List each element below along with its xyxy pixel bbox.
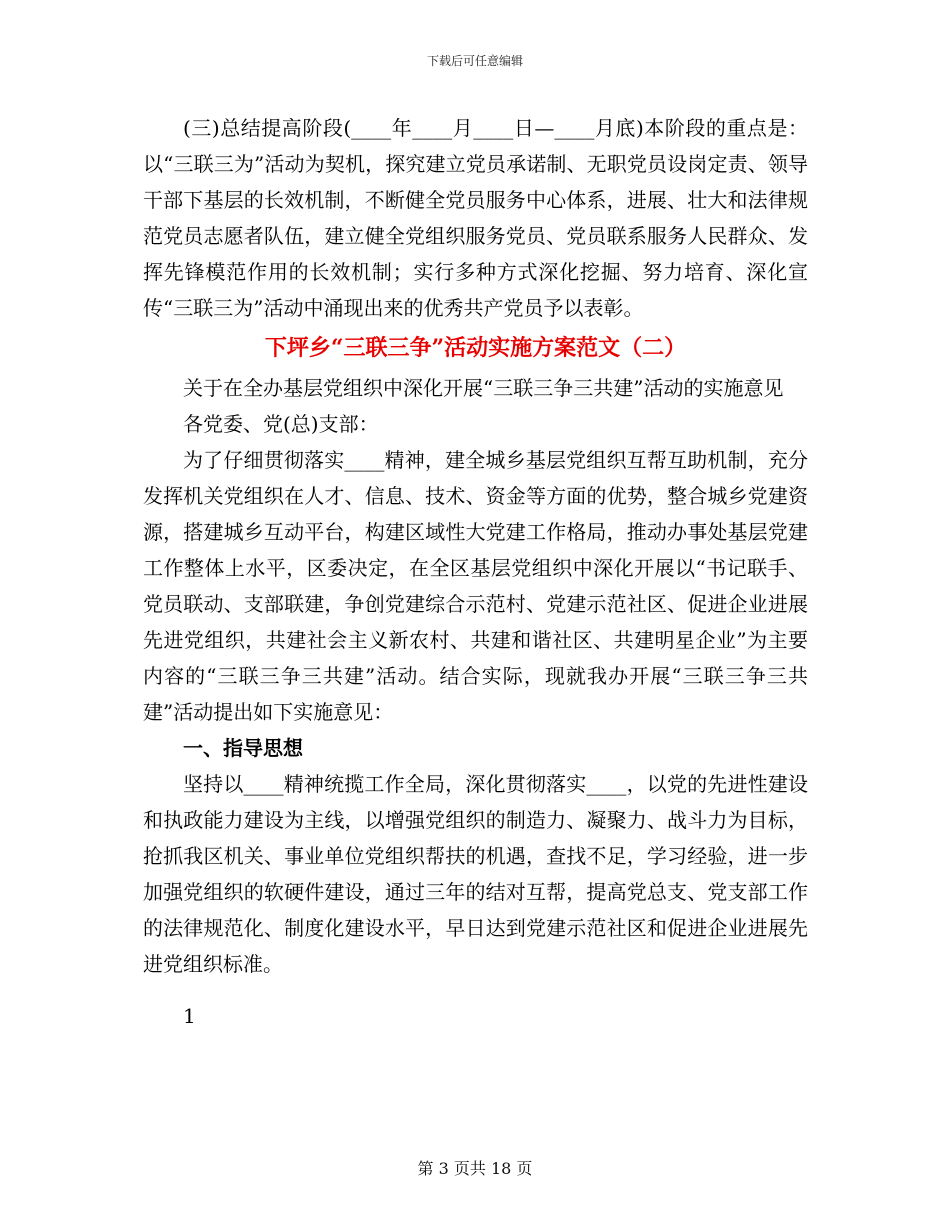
paragraph-opinion-subject: 关于在全办基层党组织中深化开展“三联三争三共建”活动的实施意见 bbox=[183, 376, 784, 400]
document-body bbox=[143, 110, 808, 1034]
paragraph-summary-stage: (三)总结提高阶段(____年____月____日—____月底)本阶段的重点是：以“三联三为”活动为契机，探究建立党员承诺制、无职党员设岗定责、领导干部下基层的长效机制，不断健全党员服务中心体系，进展、壮大和法律规范党员志愿者队伍，建立健全党组织服务党员、党员联系服务人民群众、发挥先锋模范作用的长效机制；实行多种方式深化挖掘、努力培育、深化宣传“三联三为”活动中涌现出来的优秀共产党员予以表彰。 bbox=[143, 116, 808, 320]
page-number-mark: 1 bbox=[183, 1004, 196, 1028]
document-title: 下坪乡“三联三争”活动实施方案范文（二） bbox=[264, 335, 687, 361]
paragraph-introduction: 为了仔细贯彻落实____精神，建全城乡基层党组织互帮互助机制，充分发挥机关党组织在人才、信息、技术、资金等方面的优势，整合城乡党建资源，搭建城乡互动平台，构建区域性大党建工作格局，推动办事处基层党建工作整体上水平，区委决定，在全区基层党组织中深化开展以“书记联手、党员联动、支部联建，争创党建综合示范村、党建示范社区、促进企业进展先进党组织，共建社会主义新农村、共建和谐社区、共建明星企业”为主要内容的“三联三争三共建”活动。结合实际，现就我办开展“三联三争三共建”活动提出如下实施意见： bbox=[143, 448, 808, 724]
paragraph-guiding-ideology: 坚持以____精神统揽工作全局，深化贯彻落实____，以党的先进性建设和执政能力建设为主线，以增强党组织的制造力、凝聚力、战斗力为目标，抢抓我区机关、事业单位党组织帮扶的机遇，查找不足，学习经验，进一步加强党组织的软硬件建设，通过三年的结对互帮，提高党总支、党支部工作的法律规范化、制度化建设水平，早日达到党建示范社区和促进企业进展先进党组织标准。 bbox=[143, 772, 808, 976]
section-heading-guiding-ideology: 一、指导思想 bbox=[183, 736, 303, 760]
page-footer: 第 3 页共 18 页 bbox=[417, 1159, 533, 1178]
page-header-note: 下载后可任意编辑 bbox=[426, 54, 523, 68]
paragraph-salutation: 各党委、党(总)支部： bbox=[183, 412, 379, 436]
